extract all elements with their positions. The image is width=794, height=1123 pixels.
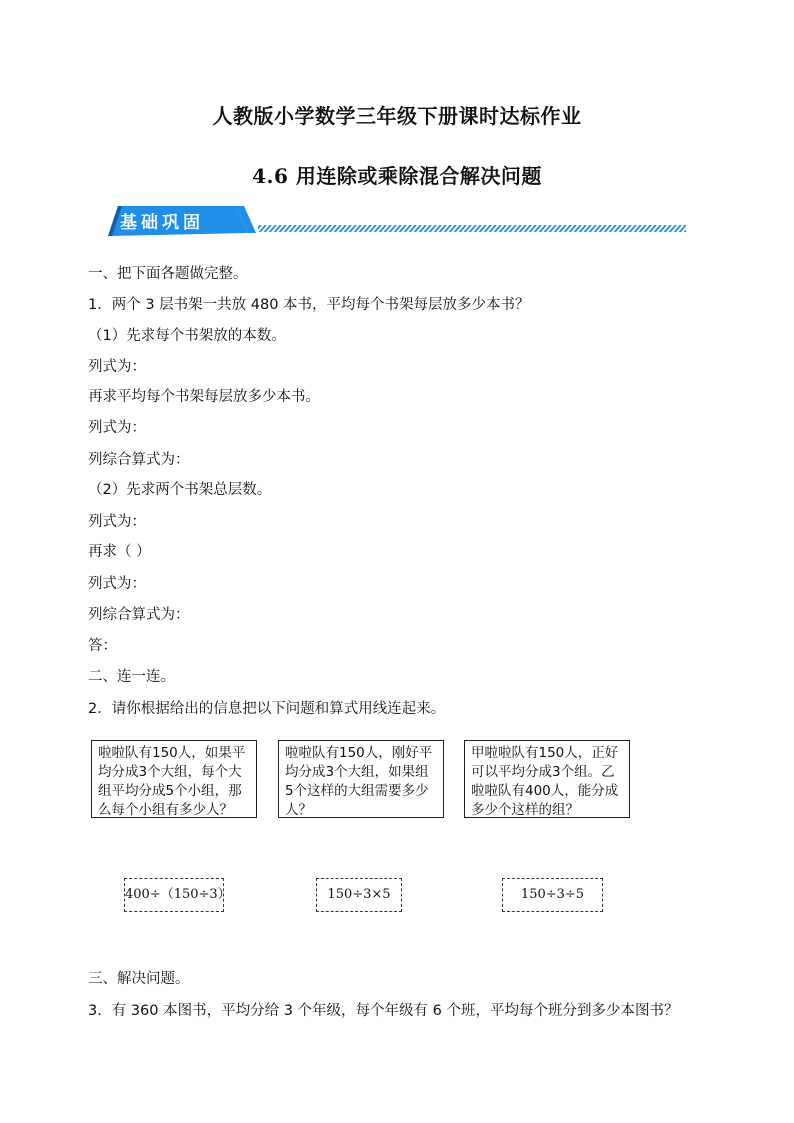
formula-label: 列式为： [88, 576, 146, 592]
problem-box: 甲啦啦队有150人，正好 可以平均分成3个组。乙 啦啦队有400人，能分成 多少个这样的组？ [464, 740, 630, 818]
problem-box: 啦啦队有150人，如果平 均分成3个大组，每个大 组平均分成5个小组，那 么每个小组有多少人？ [91, 740, 257, 818]
question-text: 3．有 360 本图书，平均分给 3 个年级，每个年级有 6 个班，平均每个班分到多少本图书？ [88, 1003, 679, 1019]
formula-label: 列式为： [88, 420, 146, 436]
step-text: （1）先求每个书架放的本数。 [88, 328, 286, 344]
question-text: 1．两个 3 层书架一共放 480 本书，平均每个书架每层放多少本书？ [88, 297, 530, 313]
section-heading: 二、连一连。 [88, 669, 175, 685]
problem-box: 啦啦队有150人，刚好平 均分成3个大组，如果组 5个这样的大组需要多少 人？ [278, 740, 444, 818]
lesson-title: 4.6 用连除或乘除混合解决问题 [252, 164, 542, 188]
combined-formula-label: 列综合算式为： [88, 452, 190, 468]
formula-label: 列式为： [88, 359, 146, 375]
section-heading: 三、解决问题。 [88, 971, 190, 987]
expression-box: 400÷（150÷3） [124, 878, 224, 912]
step-text: （2）先求两个书架总层数。 [88, 482, 272, 498]
question-text: 2．请你根据给出的信息把以下问题和算式用线连起来。 [88, 701, 446, 717]
banner-label: 基础巩固 [120, 213, 204, 233]
fill-blank-text: 再求（ ） [88, 544, 151, 560]
step-text: 再求平均每个书架每层放多少本书。 [88, 389, 320, 405]
section-heading: 一、把下面各题做完整。 [88, 266, 248, 282]
expression-box: 150÷3×5 [316, 878, 402, 912]
formula-label: 列式为： [88, 514, 146, 530]
answer-label: 答： [88, 638, 117, 654]
page-title: 人教版小学数学三年级下册课时达标作业 [212, 104, 582, 128]
expression-box: 150÷3÷5 [502, 878, 603, 912]
combined-formula-label: 列综合算式为： [88, 607, 190, 623]
